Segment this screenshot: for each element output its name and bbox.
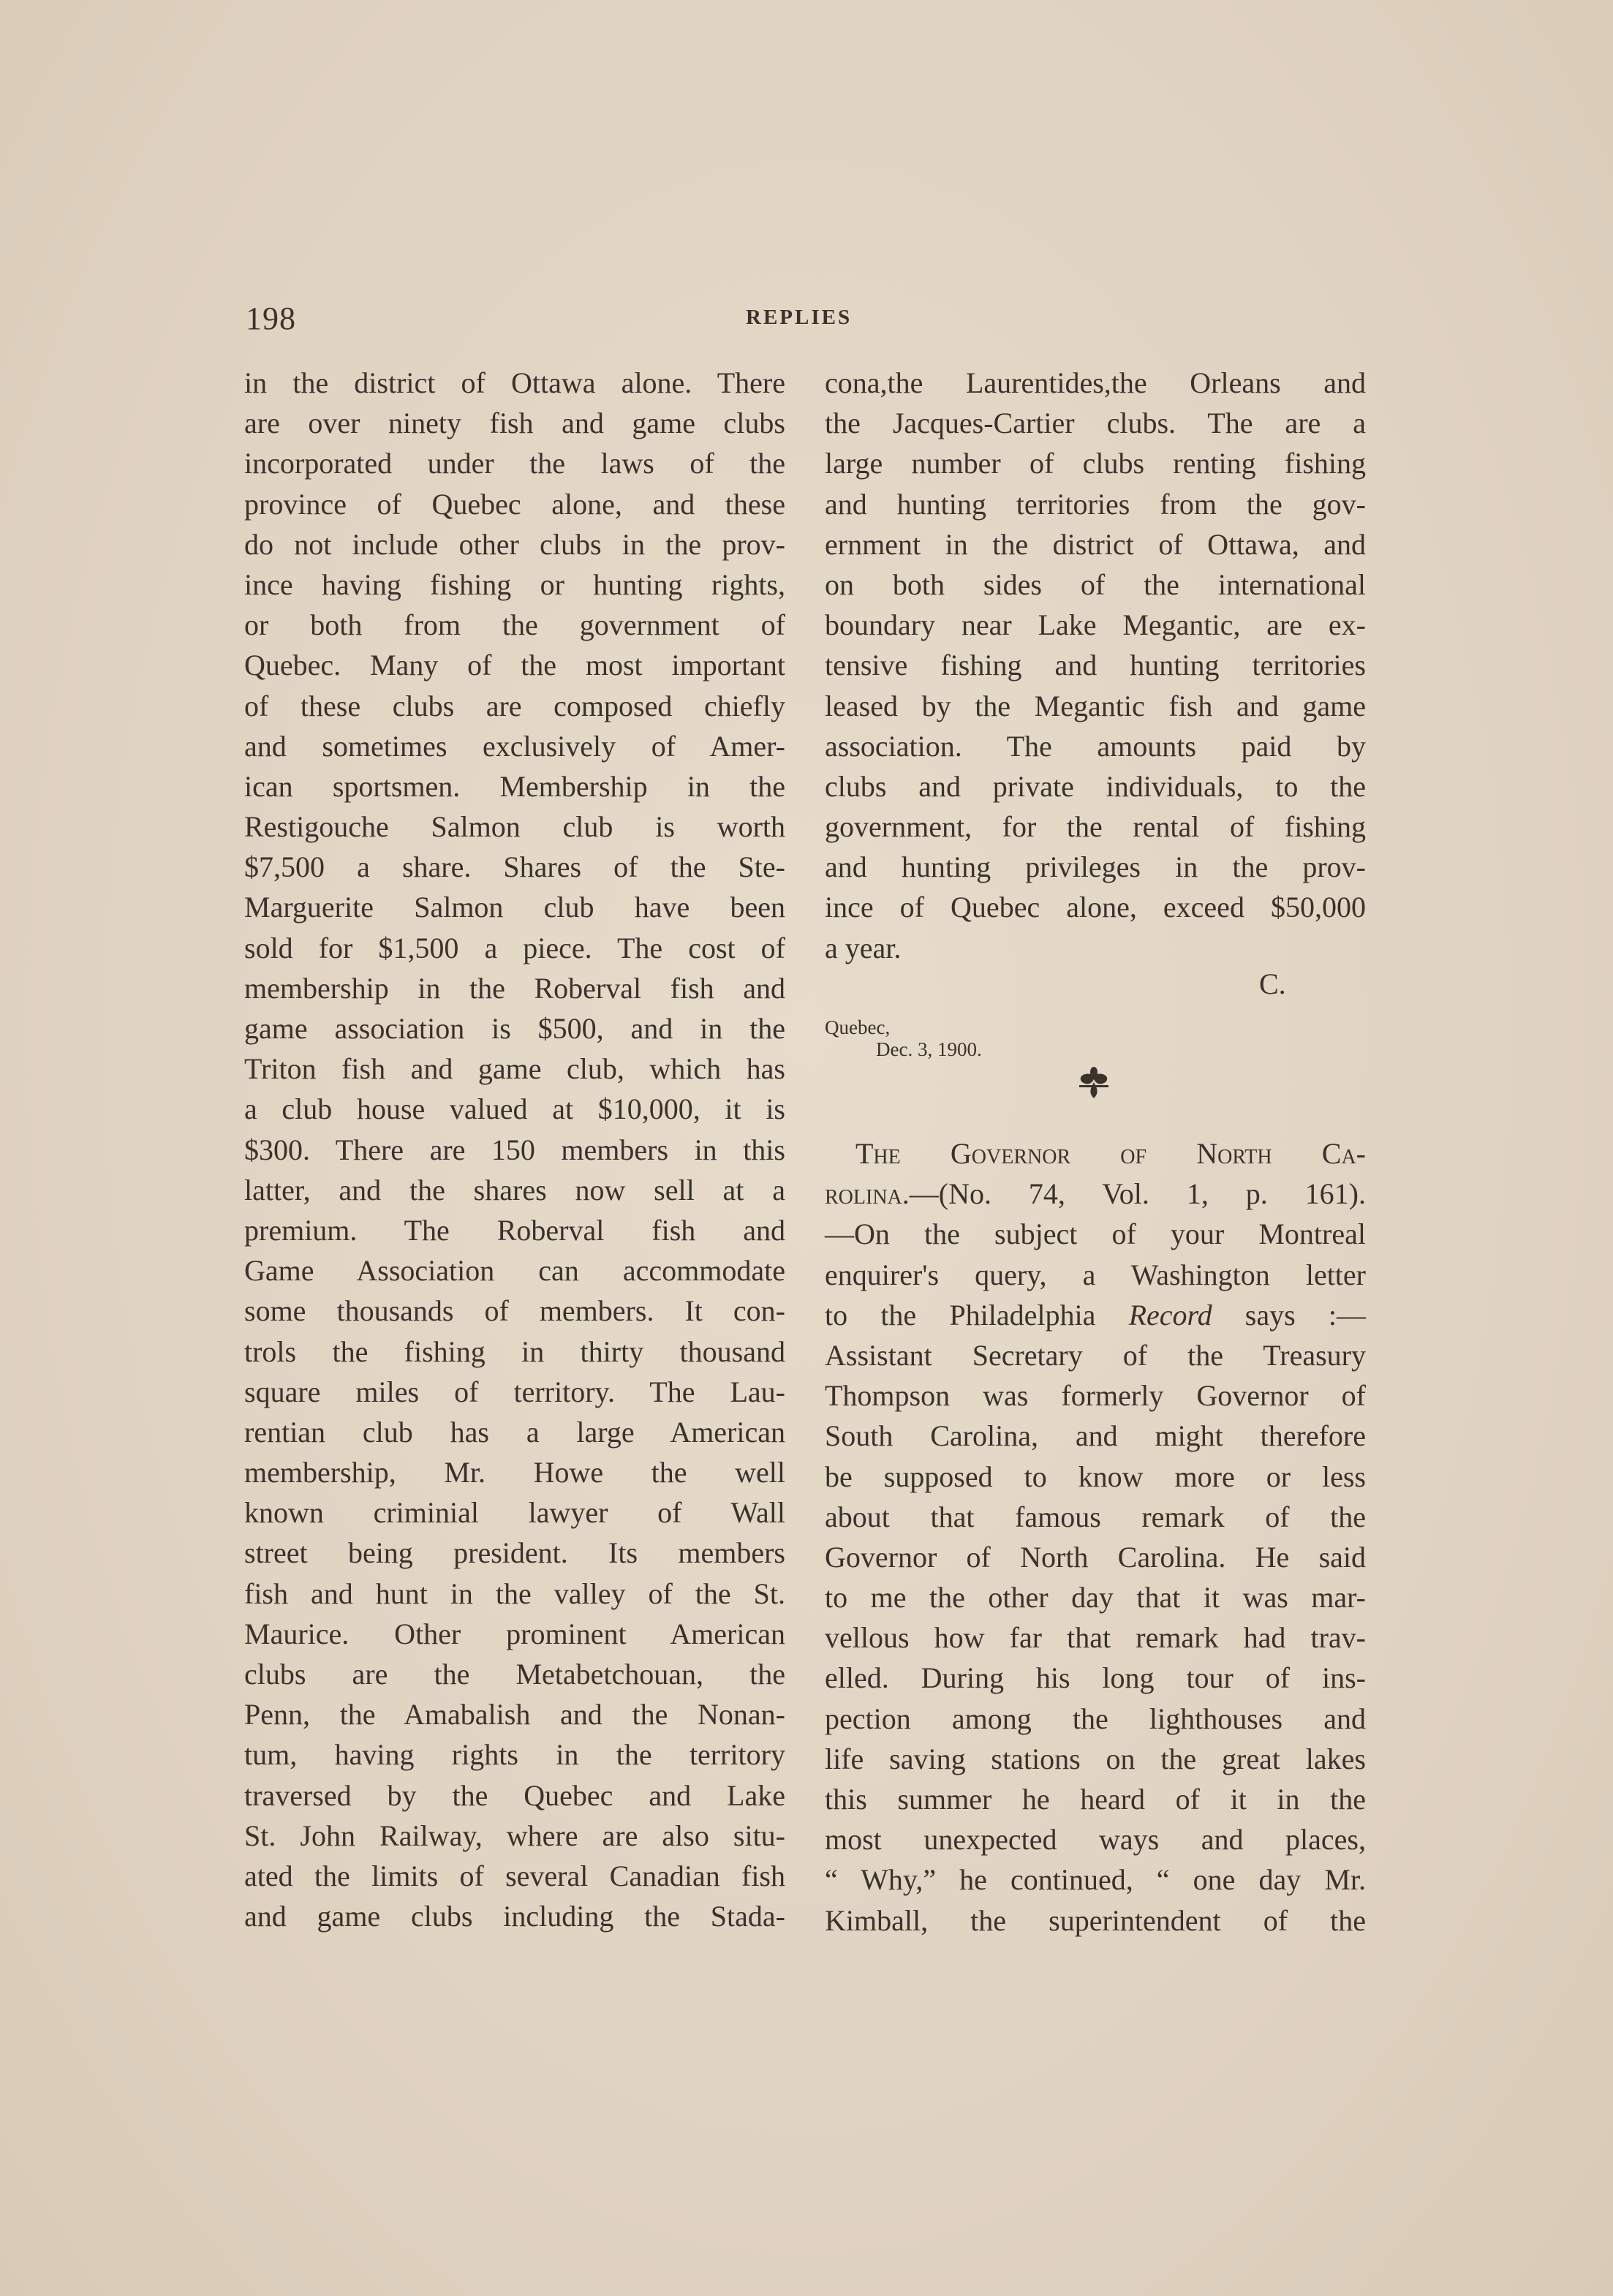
text-line: large number of clubs renting fishing <box>825 447 1366 480</box>
running-head: REPLIES <box>746 306 853 329</box>
text-line: government, for the rental of fishing <box>825 810 1366 844</box>
text-line: association. The amounts paid by <box>825 729 1366 763</box>
text-line: Assistant Secretary of the Treasury <box>825 1338 1366 1372</box>
text-line: most unexpected ways and places, <box>825 1823 1366 1857</box>
dateline-place: Quebec, <box>825 1016 891 1038</box>
text-line: on both sides of the international <box>825 567 1366 601</box>
text-line: of these clubs are composed chiefly <box>244 689 785 722</box>
text-line: Restigouche Salmon club is worth <box>244 810 785 844</box>
text-line: cona,the Laurentides,the Orleans and <box>825 366 1366 399</box>
text-line: elled. During his long tour of ins- <box>825 1661 1366 1695</box>
text-line: premium. The Roberval fish and <box>244 1213 785 1247</box>
text-line: game association is $500, and in the <box>244 1012 785 1045</box>
text-line: and hunting privileges in the prov- <box>825 850 1366 884</box>
text-line: traversed by the Quebec and Lake <box>244 1778 785 1812</box>
right-column <box>825 363 1366 968</box>
text-line: ince of Quebec alone, exceed $50,000 <box>825 891 1366 924</box>
article-heading: The Governor of North Ca- <box>855 1137 1366 1170</box>
text-line: Maurice. Other prominent American <box>244 1617 785 1650</box>
left-column <box>244 363 785 1936</box>
signature: C. <box>1259 967 1286 1000</box>
text-line: leased by the Megantic fish and game <box>825 689 1366 722</box>
text-line: membership in the Roberval fish and <box>244 971 785 1005</box>
text-line: Penn, the Amabalish and the Nonan- <box>244 1698 785 1732</box>
article-line: —On the subject of your Montreal <box>825 1217 1366 1251</box>
text-line: or both from the government of <box>244 608 785 642</box>
text-line: Kimball, the superintendent of the <box>825 1903 1366 1937</box>
text-line: clubs and private individuals, to the <box>825 769 1366 803</box>
text-line: ince having fishing or hunting rights, <box>244 567 785 601</box>
text-line: are over ninety fish and game clubs <box>244 407 785 440</box>
article-reference-line <box>825 1174 1366 1214</box>
text-line: to me the other day that it was mar- <box>825 1581 1366 1615</box>
page-number: 198 <box>246 301 296 336</box>
text-line: South Carolina, and might therefore <box>825 1419 1366 1453</box>
text-line: tum, having rights in the territory <box>244 1738 785 1772</box>
text-line: membership, Mr. Howe the well <box>244 1456 785 1489</box>
text-line: a year. <box>825 931 902 964</box>
text-line: and game clubs including the Stada- <box>244 1900 785 1933</box>
text-line: some thousands of members. It con- <box>244 1294 785 1328</box>
text-line: known criminial lawyer of Wall <box>244 1496 785 1530</box>
text-line: $300. There are 150 members in this <box>244 1133 785 1166</box>
article-body <box>825 1335 1366 1941</box>
text-line: square miles of territory. The Lau- <box>244 1375 785 1408</box>
text-line: sold for $1,500 a piece. The cost of <box>244 931 785 964</box>
dateline <box>825 1016 982 1060</box>
text-line: the Jacques-Cartier clubs. The are a <box>825 407 1366 440</box>
text-line: ated the limits of several Canadian fish <box>244 1859 785 1892</box>
fleuron-icon <box>1072 1060 1116 1104</box>
text-line: be supposed to know more or less <box>825 1459 1366 1493</box>
text-line: do not include other clubs in the prov- <box>244 527 785 561</box>
text-line: and sometimes exclusively of Amer- <box>244 729 785 763</box>
text-line: latter, and the shares now sell at a <box>244 1173 785 1206</box>
text-line: vellous how far that remark had trav- <box>825 1621 1366 1655</box>
text-line: $7,500 a share. Shares of the Ste- <box>244 850 785 884</box>
text-line: Game Association can accommodate <box>244 1254 785 1288</box>
text-line: tensive fishing and hunting territories <box>825 649 1366 682</box>
article-heading-line <box>825 1133 1366 1174</box>
text-line: fish and hunt in the valley of the St. <box>244 1576 785 1610</box>
text-line: life saving stations on the great lakes <box>825 1742 1366 1775</box>
text-line: boundary near Lake Megantic, are ex- <box>825 608 1366 642</box>
text-line: a club house valued at $10,000, it is <box>244 1092 785 1126</box>
text-line: St. John Railway, where are also situ- <box>244 1819 785 1852</box>
article-text: says :— <box>1212 1298 1366 1332</box>
text-line: this summer he heard of it in the <box>825 1783 1366 1816</box>
text-line: pection among the lighthouses and <box>825 1702 1366 1735</box>
text-line: street being president. Its members <box>244 1536 785 1570</box>
text-line: rentian club has a large American <box>244 1415 785 1449</box>
governor-article <box>825 1133 1366 1941</box>
article-line: enquirer's query, a Washington letter <box>825 1258 1366 1291</box>
text-line: about that famous remark of the <box>825 1500 1366 1533</box>
text-line: Quebec. Many of the most important <box>244 649 785 682</box>
text-line: clubs are the Metabetchouan, the <box>244 1658 785 1691</box>
text-line: in the district of Ottawa alone. There <box>244 366 785 399</box>
text-line: province of Quebec alone, and these <box>244 487 785 521</box>
text-line: ican sportsmen. Membership in the <box>244 769 785 803</box>
text-line: Thompson was formerly Governor of <box>825 1379 1366 1413</box>
record-title: Record <box>1128 1298 1212 1332</box>
text-line: Governor of North Carolina. He said <box>825 1540 1366 1574</box>
text-line: ernment in the district of Ottawa, and <box>825 527 1366 561</box>
article-heading-cont: rolina. <box>825 1177 910 1211</box>
text-line: incorporated under the laws of the <box>244 447 785 480</box>
text-line: “ Why,” he continued, “ one day Mr. <box>825 1863 1366 1897</box>
text-line: trols the fishing in thirty thousand <box>244 1334 785 1368</box>
article-reference: —(No. 74, Vol. 1, p. 161). <box>909 1177 1366 1211</box>
text-line: and hunting territories from the gov- <box>825 487 1366 521</box>
article-line <box>825 1295 1366 1335</box>
dateline-date: Dec. 3, 1900. <box>876 1038 982 1060</box>
article-text: to the Philadelphia <box>825 1298 1129 1332</box>
text-line: Triton fish and game club, which has <box>244 1052 785 1086</box>
text-line: Marguerite Salmon club have been <box>244 891 785 924</box>
